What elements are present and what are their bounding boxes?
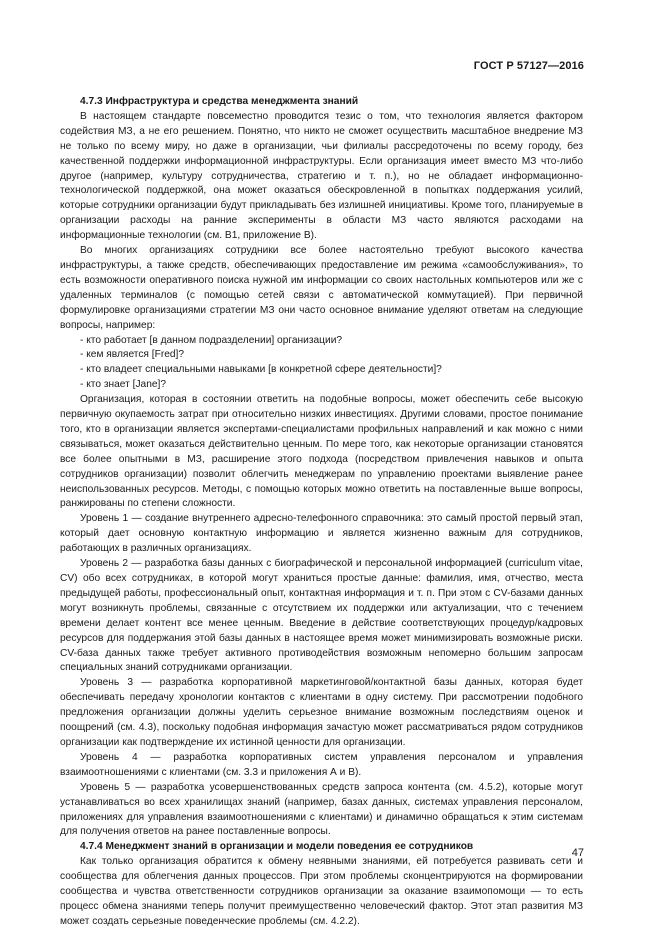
list-item: - кто знает [Jane]? xyxy=(80,379,167,391)
list-item: - кто владеет специальными навыками [в конкретной сфере деятельности]? xyxy=(80,364,442,376)
paragraph: Как только организация обратится к обмену неявными знаниями, ей потребуется развивать сети и сообщества для облегчения данных процессов. При этом проблемы сконцентрируются на формировании сообщества и чувства ответственности сотрудников организации за оказание взаимопомощи — то есть процесс обмена знаниями теперь получит преимущественно человеческий фактор. Этот этап развития МЗ может создать серьезные поведенческие проблемы (см. 4.2.2). xyxy=(60,856,583,927)
level-1-paragraph: Уровень 1 — создание внутреннего адресно-телефонного справочника: это самый простой первый этап, который дает основную контактную информацию и является жизненно важным для сотрудников, работающих в различных организациях. xyxy=(60,513,583,555)
section-heading-4-7-4: 4.7.4 Менеджмент знаний в организации и модели поведения ее сотрудников xyxy=(80,841,474,853)
level-2-paragraph: Уровень 2 — разработка базы данных с биографической и персональной информацией (curriculum vitae, CV) обо всех сотрудниках, в которой могут храниться простые данные: фамилия, имя, отчество, места предыдущей работы, профессиональный опыт, контактная информация и т. п. При этом с CV-базами данных могут возникнуть проблемы, связанные с отсутствием их поддержки или актуализации, что с течением времени делает контент все менее ценным. Введение в действие соответствующих процедур/кадровых ресурсов для поддержания этой базы данных в настоящее время может минимизировать возможные риски. CV-база данных также требует активного противодействия возможным непомерно большим запросам специальных знаний сотрудниками организации. xyxy=(60,558,583,674)
paragraph: Организация, которая в состоянии ответить на подобные вопросы, может обеспечить себе высокую первичную окупаемость затрат при относительно низких инвестициях. Другими словами, простое понимание того, кто в организации является экспертами-специалистами профильных направлений и как можно с ними связываться, может оказаться действительно ценным. По мере того, как некоторые организации становятся все более опытными в МЗ, расширение этого подхода (посредством привлечения навыков и опыта сотрудников организации) позволит облегчить менеджерам по управлению проектами выявление ранее неиспользованных ресурсов. Методы, с помощью которых можно ответить на поставленные выше вопросы, ранжированы по степени сложности. xyxy=(60,394,583,510)
document-id-header: ГОСТ Р 57127—2016 xyxy=(473,60,584,72)
level-5-paragraph: Уровень 5 — разработка усовершенствованных средств запроса контента (см. 4.5.2), которые могут устанавливаться во всех хранилищах знаний (например, базах данных, системах управления персоналом, приложениях для управления взаимоотношениями с клиентами) и динамично обращаться к этим системам для получения ответов на ранее поставленные вопросы. xyxy=(60,781,583,838)
question-list xyxy=(60,334,583,394)
list-item: - кем является [Fred]? xyxy=(80,349,185,361)
list-item: - кто работает [в данном подразделении] организации? xyxy=(80,334,343,346)
section-heading-4-7-3: 4.7.3 Инфраструктура и средства менеджмента знаний xyxy=(80,96,359,107)
paragraph: В настоящем стандарте повсеместно проводится тезис о том, что технология является фактором содействия МЗ, а не его решением. Понятно, что никто не сможет осуществить масштабное внедрение МЗ не только по всему миру, но даже в организации, чьи филиалы рассредоточены по всему городу, без качественной поддержки информационной инфраструктуры. Если организация имеет вместо МЗ что-либо другое (например, культуру сотрудничества, стратегию и т. п.), но не обладает информационно-технологической поддержкой, она может оказаться обескровленной в попытках поддержания усилий, которые сотрудники организации будут прикладывать без излишней инициативы. Кроме того, планируемые в организации расходы на ранние эксперименты в области МЗ часто являются расходами на информационные технологии (см. В1, приложение В). xyxy=(60,110,583,242)
level-4-paragraph: Уровень 4 — разработка корпоративных систем управления персоналом и управления взаимоотношениями с клиентами (см. 3.3 и приложения А и В). xyxy=(60,751,583,778)
paragraph: Во многих организациях сотрудники все более настоятельно требуют высокого качества инфраструктуры, а также средств, обеспечивающих предоставление им режима «самообслуживания», то есть возможности оперативного поиска нужной им информации со своих настольных компьютеров или же с удаленных терминалов (с помощью сетей связи с автоматической коммутацией). При первичной формулировке организациями стратегии МЗ они часто основное внимание уделяют ответам на следующие вопросы, например: xyxy=(60,245,583,331)
page-number: 47 xyxy=(571,847,584,859)
level-3-paragraph: Уровень 3 — разработка корпоративной маркетинговой/контактной базы данных, которая будет обеспечивать передачу хронологии контактов с клиентами в одну систему. При рассмотрении подобного предложения организации должны уделить серьезное внимание возможным последствиям оценок и поощрений (см. 4.3), поскольку подобная информация зачастую может рассматриваться рядом сотрудников организации как подтверждение их истинной ценности для организации. xyxy=(60,677,583,748)
page-body xyxy=(60,95,583,930)
